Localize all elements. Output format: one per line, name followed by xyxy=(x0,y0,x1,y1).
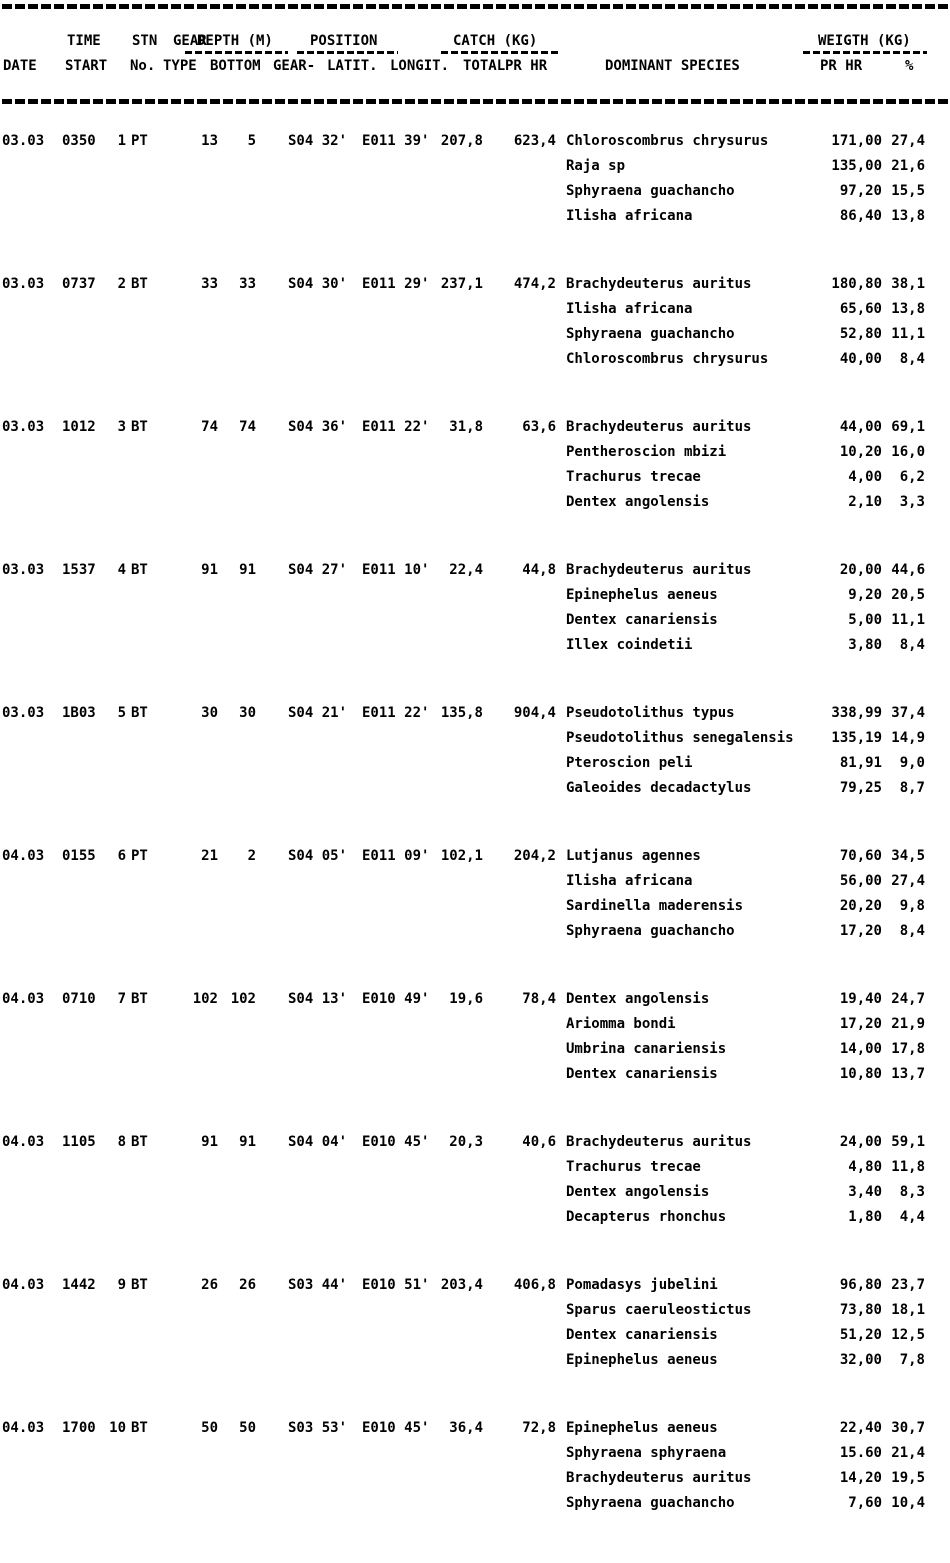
species-row xyxy=(0,1209,950,1234)
date-cell: 04.03 xyxy=(2,848,45,864)
species-percent-cell: 4,4 xyxy=(899,1209,925,1225)
species-weight-cell: 171,00 xyxy=(831,133,882,149)
species-name-cell: Pseudotolithus senegalensis xyxy=(566,730,794,746)
depth-bottom-cell: 102 xyxy=(192,991,218,1007)
species-percent-cell: 8,4 xyxy=(899,923,925,939)
latitude-cell: S04 30' xyxy=(288,276,348,292)
species-percent-cell: 27,4 xyxy=(891,873,925,889)
species-name-cell: Sphyraena guachancho xyxy=(566,183,735,199)
gear-type-cell: PT xyxy=(131,848,148,864)
catch-per-hour-cell: 44,8 xyxy=(522,562,556,578)
species-name-cell: Epinephelus aeneus xyxy=(566,587,718,603)
latitude-cell: S04 05' xyxy=(288,848,348,864)
species-weight-cell: 22,40 xyxy=(839,1420,882,1436)
station-block xyxy=(0,1420,950,1520)
station-block xyxy=(0,562,950,662)
species-weight-cell: 4,00 xyxy=(848,469,882,485)
catch-total-cell: 36,4 xyxy=(449,1420,483,1436)
station-main-row xyxy=(0,562,950,587)
species-weight-cell: 32,00 xyxy=(839,1352,882,1368)
latitude-cell: S04 21' xyxy=(288,705,348,721)
header-percent: % xyxy=(905,58,914,74)
species-row xyxy=(0,923,950,948)
depth-underline xyxy=(185,51,288,54)
species-row xyxy=(0,326,950,351)
header-longit: LONGIT. xyxy=(390,58,450,74)
time-start-cell: 1105 xyxy=(62,1134,96,1150)
time-start-cell: 1012 xyxy=(62,419,96,435)
time-start-cell: 0710 xyxy=(62,991,96,1007)
species-percent-cell: 8,7 xyxy=(899,780,925,796)
depth-bottom-cell: 30 xyxy=(201,705,218,721)
longitude-cell: E010 45' xyxy=(362,1134,430,1150)
species-weight-cell: 10,20 xyxy=(839,444,882,460)
header-latit: LATIT. xyxy=(327,58,378,74)
longitude-cell: E011 39' xyxy=(362,133,430,149)
station-block xyxy=(0,276,950,376)
time-start-cell: 0737 xyxy=(62,276,96,292)
latitude-cell: S03 44' xyxy=(288,1277,348,1293)
time-start-cell: 1700 xyxy=(62,1420,96,1436)
species-percent-cell: 38,1 xyxy=(891,276,925,292)
species-percent-cell: 24,7 xyxy=(891,991,925,1007)
species-row xyxy=(0,755,950,780)
header-dashed-rule xyxy=(2,99,948,104)
species-percent-cell: 13,7 xyxy=(891,1066,925,1082)
species-weight-cell: 14,00 xyxy=(839,1041,882,1057)
species-name-cell: Galeoides decadactylus xyxy=(566,780,752,796)
species-percent-cell: 8,3 xyxy=(899,1184,925,1200)
species-row xyxy=(0,1352,950,1377)
species-name-cell: Umbrina canariensis xyxy=(566,1041,727,1057)
station-number-cell: 6 xyxy=(117,848,126,864)
header-dominant-species: DOMINANT SPECIES xyxy=(605,58,740,74)
depth-gear-cell: 30 xyxy=(239,705,256,721)
species-name-cell: Sphyraena guachancho xyxy=(566,1495,735,1511)
species-weight-cell: 40,00 xyxy=(839,351,882,367)
catch-per-hour-cell: 204,2 xyxy=(513,848,556,864)
time-start-cell: 1B03 xyxy=(62,705,96,721)
station-block xyxy=(0,133,950,233)
species-name-cell: Dentex canariensis xyxy=(566,612,718,628)
catch-total-cell: 102,1 xyxy=(440,848,483,864)
catch-total-cell: 20,3 xyxy=(449,1134,483,1150)
species-weight-cell: 86,40 xyxy=(839,208,882,224)
species-percent-cell: 34,5 xyxy=(891,848,925,864)
station-main-row xyxy=(0,1420,950,1445)
date-cell: 03.03 xyxy=(2,133,45,149)
depth-bottom-cell: 13 xyxy=(201,133,218,149)
station-block xyxy=(0,991,950,1091)
top-dashed-rule xyxy=(2,4,948,9)
species-row xyxy=(0,1302,950,1327)
species-weight-cell: 3,40 xyxy=(848,1184,882,1200)
species-percent-cell: 3,3 xyxy=(899,494,925,510)
station-number-cell: 1 xyxy=(117,133,126,149)
depth-gear-cell: 50 xyxy=(239,1420,256,1436)
species-name-cell: Illex coindetii xyxy=(566,637,693,653)
depth-gear-cell: 91 xyxy=(239,1134,256,1150)
species-percent-cell: 27,4 xyxy=(891,133,925,149)
header-type: TYPE xyxy=(163,58,197,74)
species-weight-cell: 338,99 xyxy=(831,705,882,721)
species-weight-cell: 19,40 xyxy=(839,991,882,1007)
species-name-cell: Raja sp xyxy=(566,158,626,174)
catch-per-hour-cell: 406,8 xyxy=(513,1277,556,1293)
depth-bottom-cell: 91 xyxy=(201,562,218,578)
catch-per-hour-cell: 72,8 xyxy=(522,1420,556,1436)
gear-type-cell: BT xyxy=(131,419,148,435)
species-name-cell: Sphyraena sphyraena xyxy=(566,1445,727,1461)
catch-total-cell: 22,4 xyxy=(449,562,483,578)
date-cell: 03.03 xyxy=(2,419,45,435)
species-name-cell: Pentheroscion mbizi xyxy=(566,444,727,460)
catch-per-hour-cell: 40,6 xyxy=(522,1134,556,1150)
species-row xyxy=(0,587,950,612)
species-name-cell: Epinephelus aeneus xyxy=(566,1420,718,1436)
species-percent-cell: 21,4 xyxy=(891,1445,925,1461)
species-percent-cell: 18,1 xyxy=(891,1302,925,1318)
species-name-cell: Dentex canariensis xyxy=(566,1066,718,1082)
depth-bottom-cell: 26 xyxy=(201,1277,218,1293)
catch-total-cell: 19,6 xyxy=(449,991,483,1007)
time-start-cell: 0155 xyxy=(62,848,96,864)
header-date: DATE xyxy=(3,58,37,74)
species-row xyxy=(0,730,950,755)
species-weight-cell: 5,00 xyxy=(848,612,882,628)
species-name-cell: Ilisha africana xyxy=(566,208,693,224)
depth-gear-cell: 26 xyxy=(239,1277,256,1293)
depth-gear-cell: 91 xyxy=(239,562,256,578)
catch-total-cell: 237,1 xyxy=(440,276,483,292)
species-weight-cell: 15.60 xyxy=(839,1445,882,1461)
species-row xyxy=(0,612,950,637)
species-name-cell: Brachydeuterus auritus xyxy=(566,419,752,435)
header-catch-group: CATCH (KG) xyxy=(453,33,538,49)
header-weigth-group: WEIGTH (KG) xyxy=(818,33,911,49)
species-row xyxy=(0,780,950,805)
date-cell: 04.03 xyxy=(2,1134,45,1150)
species-name-cell: Brachydeuterus auritus xyxy=(566,276,752,292)
gear-type-cell: BT xyxy=(131,1134,148,1150)
species-percent-cell: 30,7 xyxy=(891,1420,925,1436)
species-percent-cell: 44,6 xyxy=(891,562,925,578)
species-name-cell: Dentex angolensis xyxy=(566,991,710,1007)
species-row xyxy=(0,1327,950,1352)
species-name-cell: Ilisha africana xyxy=(566,873,693,889)
species-row xyxy=(0,637,950,662)
date-cell: 04.03 xyxy=(2,991,45,1007)
species-name-cell: Dentex canariensis xyxy=(566,1327,718,1343)
species-row xyxy=(0,1016,950,1041)
date-cell: 04.03 xyxy=(2,1420,45,1436)
species-weight-cell: 17,20 xyxy=(839,923,882,939)
species-name-cell: Trachurus trecae xyxy=(566,1159,701,1175)
catch-underline xyxy=(441,51,558,54)
position-underline xyxy=(297,51,398,54)
species-percent-cell: 17,8 xyxy=(891,1041,925,1057)
species-row xyxy=(0,158,950,183)
weigth-underline xyxy=(803,51,927,54)
species-percent-cell: 15,5 xyxy=(891,183,925,199)
species-percent-cell: 9,8 xyxy=(899,898,925,914)
species-weight-cell: 96,80 xyxy=(839,1277,882,1293)
species-name-cell: Brachydeuterus auritus xyxy=(566,1470,752,1486)
catch-per-hour-cell: 474,2 xyxy=(513,276,556,292)
station-main-row xyxy=(0,276,950,301)
species-weight-cell: 10,80 xyxy=(839,1066,882,1082)
depth-gear-cell: 74 xyxy=(239,419,256,435)
station-block xyxy=(0,705,950,805)
catch-total-cell: 203,4 xyxy=(440,1277,483,1293)
species-percent-cell: 11,1 xyxy=(891,326,925,342)
species-percent-cell: 21,6 xyxy=(891,158,925,174)
species-weight-cell: 1,80 xyxy=(848,1209,882,1225)
depth-gear-cell: 102 xyxy=(230,991,256,1007)
species-weight-cell: 44,00 xyxy=(839,419,882,435)
longitude-cell: E011 10' xyxy=(362,562,430,578)
station-main-row xyxy=(0,705,950,730)
species-row xyxy=(0,1495,950,1520)
species-row xyxy=(0,301,950,326)
catch-total-cell: 135,8 xyxy=(440,705,483,721)
station-main-row xyxy=(0,848,950,873)
species-name-cell: Decapterus rhonchus xyxy=(566,1209,727,1225)
station-number-cell: 8 xyxy=(117,1134,126,1150)
species-name-cell: Sparus caeruleostictus xyxy=(566,1302,752,1318)
station-block xyxy=(0,1277,950,1377)
species-weight-cell: 73,80 xyxy=(839,1302,882,1318)
species-name-cell: Ilisha africana xyxy=(566,301,693,317)
species-weight-cell: 180,80 xyxy=(831,276,882,292)
station-rows-container xyxy=(0,133,950,1563)
species-row xyxy=(0,469,950,494)
species-weight-cell: 20,00 xyxy=(839,562,882,578)
station-number-cell: 4 xyxy=(117,562,126,578)
species-percent-cell: 37,4 xyxy=(891,705,925,721)
longitude-cell: E011 29' xyxy=(362,276,430,292)
species-percent-cell: 11,8 xyxy=(891,1159,925,1175)
depth-gear-cell: 2 xyxy=(247,848,256,864)
longitude-cell: E011 22' xyxy=(362,419,430,435)
header-stn: STN xyxy=(132,33,158,49)
species-weight-cell: 81,91 xyxy=(839,755,882,771)
time-start-cell: 1537 xyxy=(62,562,96,578)
depth-bottom-cell: 21 xyxy=(201,848,218,864)
species-name-cell: Sardinella maderensis xyxy=(566,898,744,914)
depth-bottom-cell: 33 xyxy=(201,276,218,292)
gear-type-cell: BT xyxy=(131,991,148,1007)
station-number-cell: 5 xyxy=(117,705,126,721)
species-name-cell: Dentex angolensis xyxy=(566,494,710,510)
species-name-cell: Dentex angolensis xyxy=(566,1184,710,1200)
station-number-cell: 10 xyxy=(109,1420,126,1436)
species-percent-cell: 8,4 xyxy=(899,351,925,367)
species-weight-cell: 65,60 xyxy=(839,301,882,317)
depth-bottom-cell: 91 xyxy=(201,1134,218,1150)
date-cell: 03.03 xyxy=(2,705,45,721)
species-row xyxy=(0,1470,950,1495)
species-weight-cell: 3,80 xyxy=(848,637,882,653)
depth-bottom-cell: 74 xyxy=(201,419,218,435)
station-number-cell: 2 xyxy=(117,276,126,292)
species-percent-cell: 14,9 xyxy=(891,730,925,746)
species-weight-cell: 135,19 xyxy=(831,730,882,746)
species-percent-cell: 19,5 xyxy=(891,1470,925,1486)
species-row xyxy=(0,1041,950,1066)
catch-per-hour-cell: 904,4 xyxy=(513,705,556,721)
species-name-cell: Brachydeuterus auritus xyxy=(566,562,752,578)
station-main-row xyxy=(0,1277,950,1302)
species-row xyxy=(0,1445,950,1470)
header-start: START xyxy=(65,58,108,74)
header-weight-pr-hr: PR HR xyxy=(820,58,863,74)
header-catch-pr-hr: PR HR xyxy=(505,58,548,74)
species-weight-cell: 7,60 xyxy=(848,1495,882,1511)
species-row xyxy=(0,494,950,519)
species-name-cell: Epinephelus aeneus xyxy=(566,1352,718,1368)
longitude-cell: E010 51' xyxy=(362,1277,430,1293)
species-name-cell: Sphyraena guachancho xyxy=(566,326,735,342)
species-percent-cell: 9,0 xyxy=(899,755,925,771)
header-position-group: POSITION xyxy=(310,33,378,49)
gear-type-cell: BT xyxy=(131,1420,148,1436)
station-block xyxy=(0,419,950,519)
species-weight-cell: 52,80 xyxy=(839,326,882,342)
species-percent-cell: 11,1 xyxy=(891,612,925,628)
species-weight-cell: 4,80 xyxy=(848,1159,882,1175)
time-start-cell: 0350 xyxy=(62,133,96,149)
species-weight-cell: 2,10 xyxy=(848,494,882,510)
gear-type-cell: BT xyxy=(131,562,148,578)
date-cell: 04.03 xyxy=(2,1277,45,1293)
longitude-cell: E011 22' xyxy=(362,705,430,721)
species-percent-cell: 13,8 xyxy=(891,208,925,224)
species-weight-cell: 14,20 xyxy=(839,1470,882,1486)
header-bottom: BOTTOM xyxy=(210,58,261,74)
latitude-cell: S03 53' xyxy=(288,1420,348,1436)
species-name-cell: Pteroscion peli xyxy=(566,755,693,771)
catch-per-hour-cell: 63,6 xyxy=(522,419,556,435)
station-number-cell: 3 xyxy=(117,419,126,435)
header-gear: GEAR xyxy=(173,33,207,49)
longitude-cell: E010 45' xyxy=(362,1420,430,1436)
station-main-row xyxy=(0,991,950,1016)
header-gear-depth: GEAR- xyxy=(273,58,316,74)
gear-type-cell: BT xyxy=(131,1277,148,1293)
latitude-cell: S04 13' xyxy=(288,991,348,1007)
latitude-cell: S04 27' xyxy=(288,562,348,578)
catch-total-cell: 31,8 xyxy=(449,419,483,435)
depth-bottom-cell: 50 xyxy=(201,1420,218,1436)
header-no: No. xyxy=(130,58,156,74)
header-depth-group: DEPTH (M) xyxy=(197,33,273,49)
depth-gear-cell: 5 xyxy=(247,133,256,149)
date-cell: 03.03 xyxy=(2,562,45,578)
species-name-cell: Lutjanus agennes xyxy=(566,848,701,864)
species-percent-cell: 20,5 xyxy=(891,587,925,603)
date-cell: 03.03 xyxy=(2,276,45,292)
station-number-cell: 7 xyxy=(117,991,126,1007)
species-row xyxy=(0,898,950,923)
latitude-cell: S04 04' xyxy=(288,1134,348,1150)
species-percent-cell: 69,1 xyxy=(891,419,925,435)
catch-per-hour-cell: 78,4 xyxy=(522,991,556,1007)
species-weight-cell: 56,00 xyxy=(839,873,882,889)
station-block xyxy=(0,1134,950,1234)
species-weight-cell: 135,00 xyxy=(831,158,882,174)
species-percent-cell: 13,8 xyxy=(891,301,925,317)
species-percent-cell: 10,4 xyxy=(891,1495,925,1511)
species-percent-cell: 6,2 xyxy=(899,469,925,485)
time-start-cell: 1442 xyxy=(62,1277,96,1293)
species-name-cell: Brachydeuterus auritus xyxy=(566,1134,752,1150)
longitude-cell: E010 49' xyxy=(362,991,430,1007)
species-weight-cell: 70,60 xyxy=(839,848,882,864)
gear-type-cell: BT xyxy=(131,276,148,292)
header-total: TOTAL xyxy=(463,58,506,74)
species-row xyxy=(0,208,950,233)
species-percent-cell: 7,8 xyxy=(899,1352,925,1368)
species-percent-cell: 16,0 xyxy=(891,444,925,460)
species-row xyxy=(0,873,950,898)
species-row xyxy=(0,183,950,208)
species-percent-cell: 21,9 xyxy=(891,1016,925,1032)
species-name-cell: Trachurus trecae xyxy=(566,469,701,485)
longitude-cell: E011 09' xyxy=(362,848,430,864)
species-weight-cell: 20,20 xyxy=(839,898,882,914)
species-row xyxy=(0,1066,950,1091)
species-weight-cell: 79,25 xyxy=(839,780,882,796)
species-row xyxy=(0,351,950,376)
catch-total-cell: 207,8 xyxy=(440,133,483,149)
species-weight-cell: 24,00 xyxy=(839,1134,882,1150)
species-percent-cell: 23,7 xyxy=(891,1277,925,1293)
latitude-cell: S04 32' xyxy=(288,133,348,149)
species-name-cell: Ariomma bondi xyxy=(566,1016,676,1032)
species-row xyxy=(0,444,950,469)
species-name-cell: Sphyraena guachancho xyxy=(566,923,735,939)
species-percent-cell: 8,4 xyxy=(899,637,925,653)
station-main-row xyxy=(0,133,950,158)
species-row xyxy=(0,1184,950,1209)
species-percent-cell: 12,5 xyxy=(891,1327,925,1343)
species-percent-cell: 59,1 xyxy=(891,1134,925,1150)
species-name-cell: Pseudotolithus typus xyxy=(566,705,735,721)
species-weight-cell: 17,20 xyxy=(839,1016,882,1032)
species-weight-cell: 9,20 xyxy=(848,587,882,603)
species-weight-cell: 51,20 xyxy=(839,1327,882,1343)
species-name-cell: Chloroscombrus chrysurus xyxy=(566,133,769,149)
species-row xyxy=(0,1159,950,1184)
station-main-row xyxy=(0,419,950,444)
header-time: TIME xyxy=(67,33,101,49)
station-block xyxy=(0,848,950,948)
species-weight-cell: 97,20 xyxy=(839,183,882,199)
station-main-row xyxy=(0,1134,950,1159)
gear-type-cell: PT xyxy=(131,133,148,149)
gear-type-cell: BT xyxy=(131,705,148,721)
species-name-cell: Pomadasys jubelini xyxy=(566,1277,718,1293)
latitude-cell: S04 36' xyxy=(288,419,348,435)
species-name-cell: Chloroscombrus chrysurus xyxy=(566,351,769,367)
depth-gear-cell: 33 xyxy=(239,276,256,292)
station-number-cell: 9 xyxy=(117,1277,126,1293)
catch-per-hour-cell: 623,4 xyxy=(513,133,556,149)
